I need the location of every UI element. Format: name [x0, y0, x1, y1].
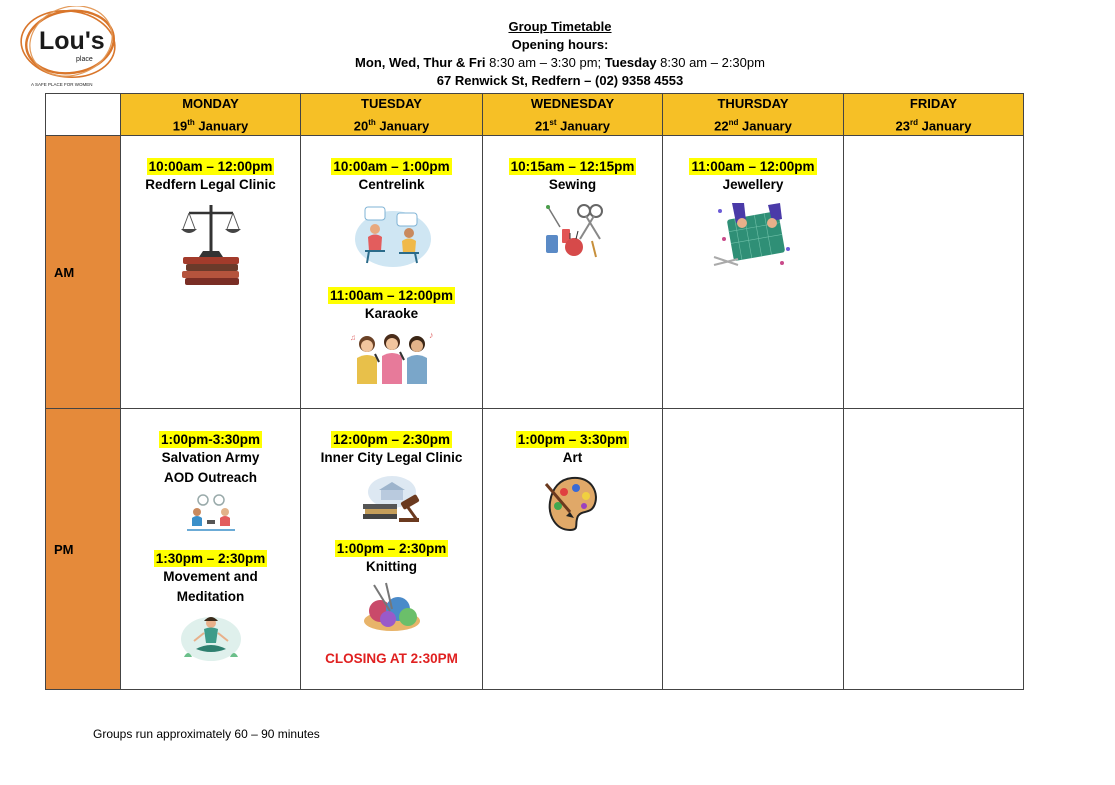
session-time: 1:00pm – 3:30pm — [517, 432, 628, 448]
session — [121, 158, 300, 289]
day-name: FRIDAY — [909, 96, 958, 111]
session — [483, 158, 662, 259]
corner-cell — [46, 94, 121, 136]
session — [301, 540, 482, 633]
day-header-monday — [121, 94, 301, 136]
knitting-yarn-icon — [360, 581, 424, 633]
centrelink-meeting-icon — [351, 199, 433, 269]
page-title: Group Timetable — [508, 19, 612, 34]
opening-hours-label: Opening hours: — [511, 37, 609, 52]
day-name: MONDAY — [182, 96, 239, 111]
svg-text:♫: ♫ — [349, 333, 356, 343]
session-time: 1:00pm-3:30pm — [160, 432, 261, 448]
cell-thu-pm — [663, 409, 844, 690]
pm-row — [46, 409, 1024, 690]
legal-gavel-icon — [357, 472, 427, 526]
session-activity: Meditation — [176, 589, 245, 605]
logo-rings-icon — [14, 6, 124, 90]
day-date: 19th January — [172, 118, 249, 134]
day-name: WEDNESDAY — [530, 96, 615, 111]
meditation-icon — [178, 611, 244, 663]
hours-time-2: 8:30 am – 2:30pm — [656, 55, 765, 70]
karaoke-singers-icon — [347, 328, 437, 386]
session — [121, 431, 300, 532]
day-date: 21st January — [534, 118, 611, 134]
timetable — [45, 93, 1024, 690]
session — [301, 158, 482, 269]
session — [301, 287, 482, 386]
cell-mon-am — [121, 136, 301, 409]
day-header-wednesday — [483, 94, 663, 136]
session-time: 10:15am – 12:15pm — [510, 159, 635, 175]
day-name: THURSDAY — [717, 96, 789, 111]
closing-notice: CLOSING AT 2:30PM — [325, 651, 458, 667]
hours-days-1: Mon, Wed, Thur & Fri — [355, 55, 486, 70]
cell-wed-am — [483, 136, 663, 409]
logo-name: Lou's — [39, 27, 105, 55]
day-date: 23rd January — [895, 118, 972, 134]
session-time: 10:00am – 1:00pm — [333, 159, 450, 175]
session-time: 11:00am – 12:00pm — [329, 288, 454, 304]
session-activity: Salvation Army — [161, 450, 260, 466]
session-activity: Art — [562, 450, 583, 466]
sewing-kit-icon — [540, 199, 606, 259]
cell-fri-pm — [844, 409, 1024, 690]
session-time: 1:00pm – 2:30pm — [336, 541, 447, 557]
timetable-header — [300, 18, 820, 90]
session-time: 11:00am – 12:00pm — [691, 159, 815, 175]
session-time: 1:30pm – 2:30pm — [155, 551, 266, 567]
opening-hours — [300, 54, 820, 72]
period-am: AM — [46, 136, 121, 409]
legal-scales-books-icon — [179, 199, 243, 289]
address: 67 Renwick St, Redfern – (02) 9358 4553 — [436, 73, 684, 88]
session-activity: Centrelink — [358, 177, 425, 193]
session-activity: Knitting — [366, 559, 417, 575]
cell-wed-pm — [483, 409, 663, 690]
lous-place-logo — [14, 6, 124, 90]
session-activity: Sewing — [548, 177, 597, 193]
hours-days-2: Tuesday — [604, 55, 657, 70]
session — [483, 431, 662, 534]
footer-note: Groups run approximately 60 – 90 minutes — [93, 727, 320, 741]
day-header-thursday — [663, 94, 844, 136]
cell-thu-am — [663, 136, 844, 409]
session-time: 10:00am – 12:00pm — [148, 159, 273, 175]
session — [121, 550, 300, 663]
session-activity: Jewellery — [722, 177, 784, 193]
cell-tue-am — [301, 136, 483, 409]
cell-fri-am — [844, 136, 1024, 409]
jewellery-making-icon — [712, 199, 794, 273]
am-row — [46, 136, 1024, 409]
cell-tue-pm — [301, 409, 483, 690]
logo-tagline: A SAFE PLACE FOR WOMEN — [31, 82, 93, 87]
counselling-meeting-icon — [183, 492, 239, 532]
period-pm: PM — [46, 409, 121, 690]
session-time: 12:00pm – 2:30pm — [332, 432, 451, 448]
day-date: 20th January — [353, 118, 430, 134]
logo-sub: place — [76, 56, 93, 63]
session-activity: AOD Outreach — [163, 470, 258, 486]
session-activity: Movement and — [163, 569, 258, 585]
cell-mon-pm — [121, 409, 301, 690]
session — [663, 158, 843, 273]
hours-time-1: 8:30 am – 3:30 pm; — [485, 55, 605, 70]
day-header-row — [46, 94, 1024, 136]
svg-text:♪: ♪ — [428, 330, 433, 341]
day-date: 22nd January — [714, 118, 792, 134]
session-activity: Inner City Legal Clinic — [320, 450, 463, 466]
session-activity: Karaoke — [364, 306, 419, 322]
day-name: TUESDAY — [361, 96, 422, 111]
art-palette-icon — [544, 472, 602, 534]
session — [301, 431, 482, 526]
session-activity: Redfern Legal Clinic — [145, 177, 276, 193]
day-header-friday — [844, 94, 1024, 136]
day-header-tuesday — [301, 94, 483, 136]
